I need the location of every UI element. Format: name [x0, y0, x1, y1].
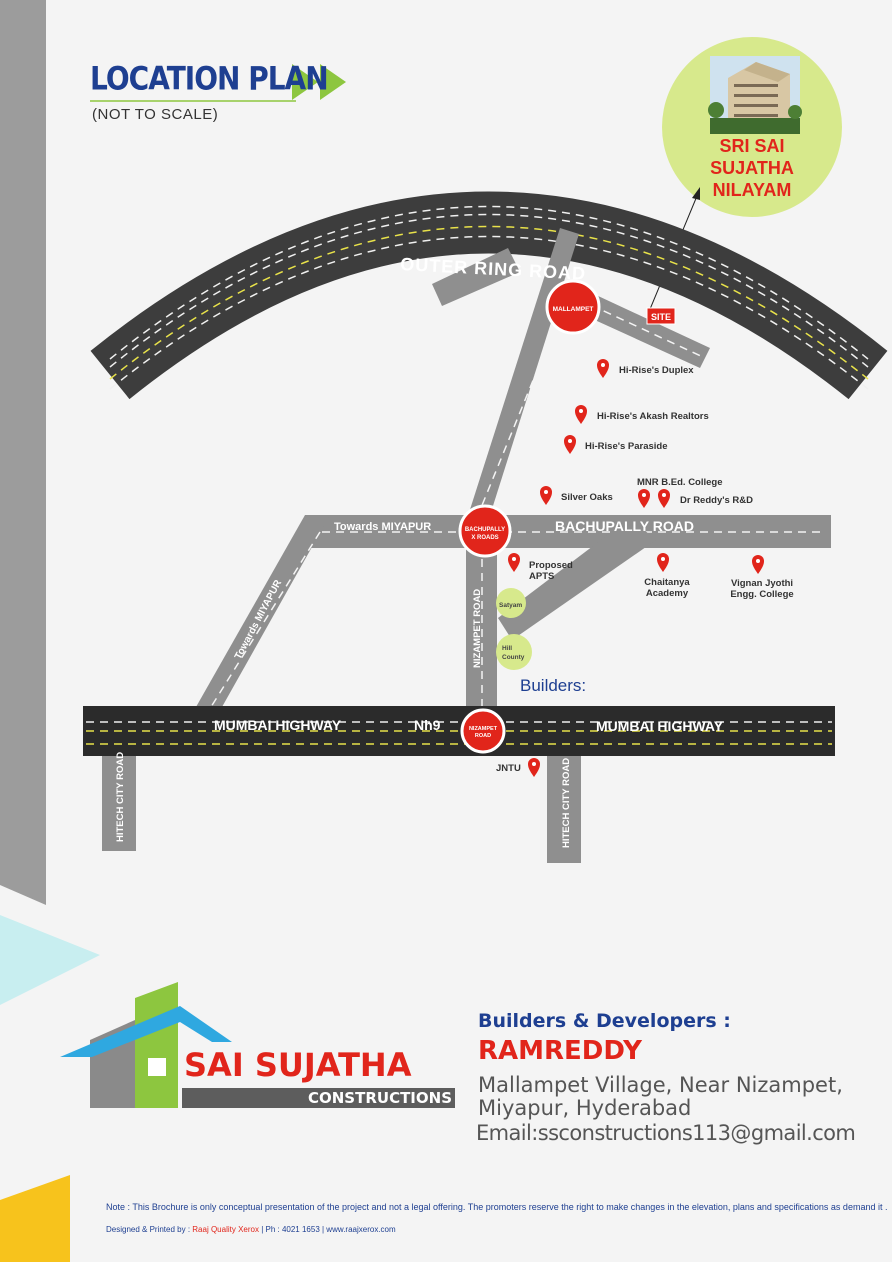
logo-name: SAI SUJATHA	[184, 1046, 412, 1084]
satyam-label: Satyam	[499, 602, 523, 609]
landmark-label: MNR B.Ed. College	[637, 477, 723, 488]
hitech-city-road-right-label: HITECH CITY ROAD	[561, 757, 572, 848]
building-photo	[708, 56, 802, 134]
bachupally-x-label: BACHUPALLY	[464, 527, 506, 533]
mallampet-label: MALLAMPET	[552, 306, 594, 313]
bachupally-road-label: BACHUPALLY ROAD	[555, 518, 694, 534]
address-line-1: Mallampet Village, Near Nizampet,	[478, 1073, 843, 1097]
landmark-label: Proposed	[529, 560, 573, 571]
landmark-label: Hi-Rise's Akash Realtors	[597, 411, 709, 422]
outer-ring-road	[110, 223, 868, 376]
disclaimer-note: Note : This Brochure is only conceptual presentation of the project and not a legal offering. The promoters reserve the right to make changes in the elevation, plans and specifications as demand it .	[106, 1202, 888, 1212]
address-line-2: Miyapur, Hyderabad	[478, 1096, 692, 1120]
credit-name: Raaj Quality Xerox	[192, 1225, 259, 1234]
towards-miyapur-label: Towards MIYAPUR	[334, 521, 432, 533]
towards-miyapur-diagonal-label: Towards MIYAPUR	[232, 578, 285, 662]
nh9-label: Nh9	[414, 717, 441, 733]
hill-county-label: Hill	[502, 645, 513, 652]
nizampet-junction-label: NIZAMPET	[468, 726, 498, 732]
bachupally-x-label: X ROADS	[471, 535, 499, 541]
map-pin-icon	[575, 405, 587, 424]
nizampet-road-label: NIZAMPET ROAD	[472, 588, 483, 668]
hill-county-label: County	[502, 654, 525, 661]
site-name: SRI SAI SUJATHA NILAYAM	[710, 136, 794, 200]
landmark-label: APTS	[529, 571, 555, 582]
map-pin-icon	[597, 359, 609, 378]
map-pin-icon	[540, 486, 552, 505]
map-pin-icon	[658, 489, 670, 508]
landmark-label: Chaitanya	[644, 577, 690, 588]
landmark-label: Vignan Jyothi	[730, 578, 794, 589]
designer-credit	[106, 1225, 396, 1234]
yellow-corner-shape	[0, 1175, 70, 1262]
builders-developers-heading: Builders & Developers :	[478, 1010, 731, 1032]
landmark-label: JNTU	[496, 763, 521, 774]
cyan-corner-shape	[0, 915, 100, 1005]
map-pin-icon	[564, 435, 576, 454]
left-edge-band	[0, 0, 46, 905]
mumbai-highway-right-label: MUMBAI HIGHWAY	[596, 718, 724, 734]
builders-label: Builders:	[520, 676, 587, 695]
page-title: LOCATION PLAN	[90, 59, 328, 98]
road-centre-line	[211, 532, 320, 707]
email-address[interactable]: Email:ssconstructions113@gmail.com	[476, 1121, 856, 1145]
builder-name: RAMREDDY	[478, 1036, 642, 1066]
logo-subtitle: CONSTRUCTIONS	[307, 1089, 452, 1107]
map-pin-icon	[528, 758, 540, 777]
outer-ring-road-label: OUTER RING ROAD	[399, 254, 587, 284]
site-marker-label: SITE	[650, 312, 672, 322]
landmark-label: Academy	[645, 588, 689, 599]
map-pin-icon	[752, 555, 764, 574]
landmark-label: Hi-Rise's Paraside	[585, 441, 668, 452]
hitech-city-road-left-label: HITECH CITY ROAD	[115, 751, 126, 842]
page-subtitle: (NOT TO SCALE)	[92, 106, 219, 123]
credit-suffix: | Ph : 4021 1653 | www.raajxerox.com	[258, 1225, 396, 1234]
landmark-label: Engg. College	[730, 589, 794, 600]
map-pin-icon	[508, 553, 520, 572]
landmark-label: Silver Oaks	[561, 492, 613, 503]
mumbai-highway-left-label: MUMBAI HIGHWAY	[214, 717, 342, 733]
map-pin-icon	[638, 489, 650, 508]
hill-county-circle	[496, 634, 532, 670]
credit-prefix: Designed & Printed by :	[106, 1225, 193, 1234]
map-pin-icon	[657, 553, 669, 572]
landmark-label: Dr Reddy's R&D	[680, 495, 753, 506]
nizampet-junction-label: ROAD	[474, 733, 492, 739]
landmark-label: Hi-Rise's Duplex	[619, 365, 694, 376]
